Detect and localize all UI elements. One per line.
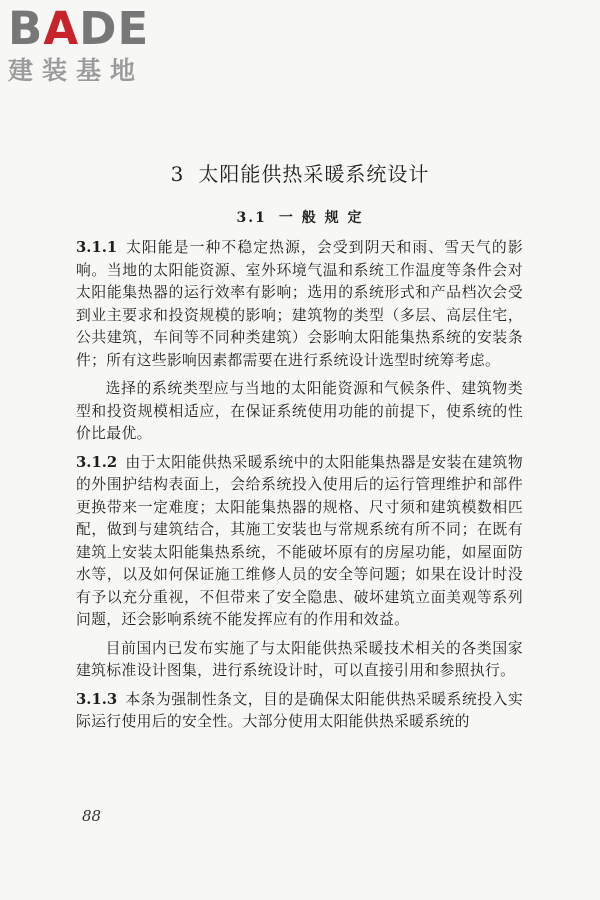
logo-mark-part: B <box>8 2 44 55</box>
section-title <box>0 207 600 227</box>
clause-number: 3.1.3 <box>76 690 118 708</box>
paragraph-text: 本条为强制性条文，目的是确保太阳能供热采暖系统投入实际运行使用后的安全性。大部分使用太阳能供热采暖系统的 <box>76 690 523 730</box>
logo-mark <box>8 4 178 54</box>
logo-subtitle: 建装基地 <box>8 56 145 85</box>
publisher-logo <box>8 4 178 86</box>
paragraph <box>76 638 523 683</box>
body-text <box>76 237 523 740</box>
paragraph <box>76 452 523 632</box>
page-number: 88 <box>82 807 102 825</box>
paragraph-text: 目前国内已发布实施了与太阳能供热采暖技术相关的各类国家建筑标准设计图集，进行系统设计时，可以直接引用和参照执行。 <box>76 639 523 679</box>
logo-mark-part: DE <box>79 2 150 55</box>
paragraph-text: 太阳能是一种不稳定热源，会受到阴天和雨、雪天气的影响。当地的太阳能资源、室外环境气温和系统工作温度等条件会对太阳能集热器的运行效率有影响；选用的系统形式和产品档次会受到业主要求和投资规模的影响；建筑物的类型（多层、高层住宅，公共建筑，车间等不同种类建筑）会影响太阳能集热系统的安装条件；所有这些影响因素都需要在进行系统设计选型时统筹考虑。 <box>76 239 523 369</box>
section-title-text: 一 般 规 定 <box>278 210 364 226</box>
chapter-title-text: 太阳能供热采暖系统设计 <box>198 162 430 186</box>
clause-number: 3.1.2 <box>76 453 118 471</box>
clause-number: 3.1.1 <box>76 239 118 256</box>
chapter-title <box>0 158 600 187</box>
paragraph <box>76 378 523 446</box>
paragraph-text: 由于太阳能供热采暖系统中的太阳能集热器是安装在建筑物的外围护结构表面上，会给系统投入使用后的运行管理维护和部件更换带来一定难度；太阳能集热器的规格、尺寸须和建筑模数相匹配，做到与建筑结合，其施工安装也与常规系统有所不同；在既有建筑上安装太阳能集热系统，不能破坏原有的房屋功能，如屋面防水等，以及如何保证施工维修人员的安全等问题；如果在设计时没有予以充分重视，不但带来了安全隐患、破坏建筑立面美观等系列问题，还会影响系统不能发挥应有的作用和效益。 <box>76 453 523 628</box>
paragraph <box>76 237 523 372</box>
paragraph-text: 选择的系统类型应与当地的太阳能资源和气候条件、建筑物类型和投资规模相适应，在保证系统使用功能的前提下，使系统的性价比最优。 <box>76 380 523 442</box>
paragraph <box>76 689 523 734</box>
section-number: 3.1 <box>236 210 267 226</box>
logo-mark-accent: A <box>43 2 80 55</box>
chapter-number: 3 <box>170 162 185 186</box>
